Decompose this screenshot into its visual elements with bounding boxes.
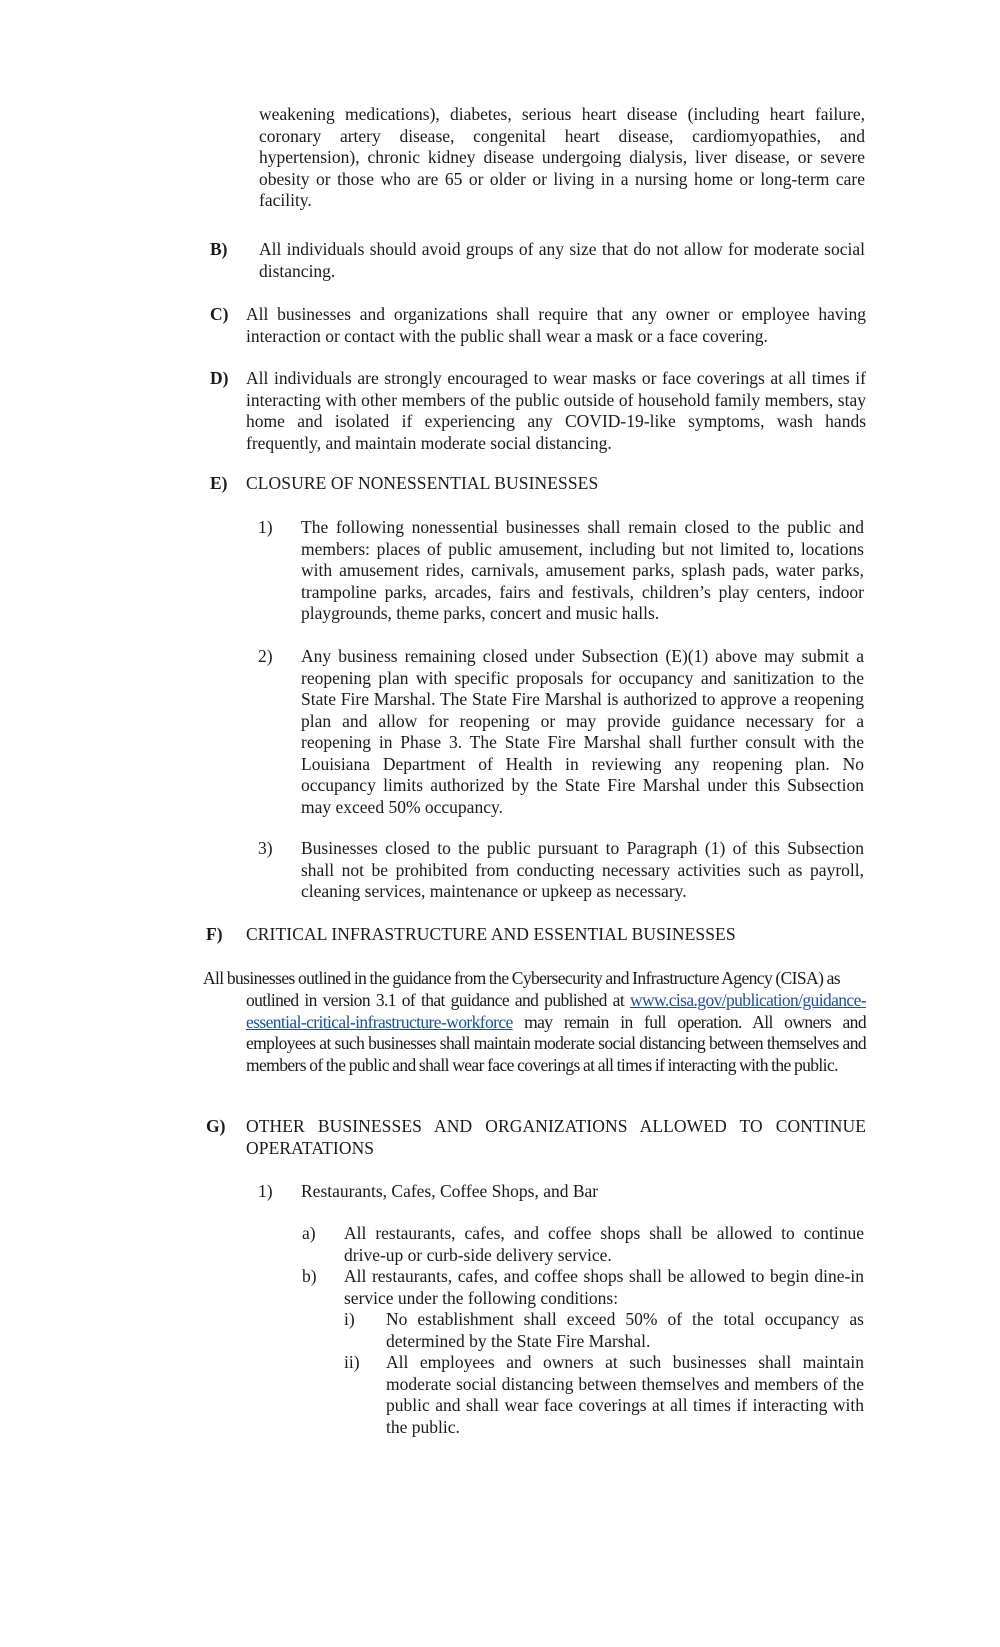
section-g-item-1-title: Restaurants, Cafes, Coffee Shops, and Bar [301,1181,599,1201]
section-d-text: All individuals are strongly encouraged to wear masks or face coverings at all times if interacting with other members of the public outside of household family members, stay home and isolated if experiencing any COVID-19-like symptoms, wash hands frequently, and maintain moderate social distancing. [246,368,866,453]
section-e-item-1-text: The following nonessential businesses shall remain closed to the public and members: places of public amusement, including but not limited to, locations with amusement rides, carnivals, amusement parks, splash pads, water parks, trampoline parks, arcades, fairs and festivals, children’s play centers, indoor playgrounds, theme parks, concert and music halls. [301,517,864,623]
section-b-text: All individuals should avoid groups of any size that do not allow for moderate social distancing. [259,239,865,281]
section-e-item-2-number: 2) [258,646,273,666]
section-b-label: B) [210,239,228,259]
section-d-label: D) [210,368,229,388]
section-f-label: F) [206,924,223,944]
section-c-text: All businesses and organizations shall require that any owner or employee having interaction or contact with the public shall wear a mask or a face covering. [246,304,866,346]
section-g-label: G) [206,1116,226,1136]
section-g-item-1b-text: All restaurants, cafes, and coffee shops shall be allowed to begin dine-in service under the following conditions: [344,1266,864,1308]
intro-paragraph: weakening medications), diabetes, serious heart disease (including heart failure, coronary artery disease, congenital heart disease, cardiomyopathies, and hypertension), chronic kidney disease undergoing dialysis, liver disease, or severe obesity or those who are 65 or older or living in a nursing home or long-term care facility. [259,104,865,210]
section-e-heading: CLOSURE OF NONESSENTIAL BUSINESSES [246,473,599,493]
section-f-paragraph-first-line: All businesses outlined in the guidance from the Cybersecurity and Infrastructure Agency (CISA) as [203,968,840,988]
section-f-paragraph [246,990,866,1076]
section-e-item-3-text: Businesses closed to the public pursuant to Paragraph (1) of this Subsection shall not be prohibited from conducting necessary activities such as payroll, cleaning services, maintenance or upkeep as necessary. [301,838,864,901]
section-g-item-1b-i-text: No establishment shall exceed 50% of the total occupancy as determined by the State Fire Marshal. [386,1309,864,1351]
section-e-item-3-number: 3) [258,838,273,858]
section-g-item-1a-text: All restaurants, cafes, and coffee shops shall be allowed to continue drive-up or curb-side delivery service. [344,1223,864,1265]
section-f-text-before-link: outlined in version 3.1 of that guidance and published at [246,990,630,1010]
section-g-item-1b-ii-numeral: ii) [344,1352,360,1372]
section-g-item-1b-i-numeral: i) [344,1309,355,1329]
section-g-item-1b-letter: b) [302,1266,317,1286]
section-g-heading: OTHER BUSINESSES AND ORGANIZATIONS ALLOWED TO CONTINUE OPERATATIONS [246,1116,866,1158]
section-c-label: C) [210,304,229,324]
cisa-guidance-link[interactable]: www.cisa.gov/publication/guidance-essential-critical-infrastructure-workforce [246,990,866,1032]
section-f-text-after-link: may remain in full operation. All owners and employees at such businesses shall maintain moderate social distancing between themselves and members of the public and shall wear face coverings at all times if interacting with the public. [246,1011,866,1075]
section-e-item-1-number: 1) [258,517,273,537]
section-e-item-2-text: Any business remaining closed under Subsection (E)(1) above may submit a reopening plan with specific proposals for occupancy and sanitization to the State Fire Marshal. The State Fire Marshal is authorized to approve a reopening plan and allow for reopening or may provide guidance necessary for a reopening in Phase 3. The State Fire Marshal shall further consult with the Louisiana Department of Health in reviewing any reopening plan. No occupancy limits authorized by the State Fire Marshal under this Subsection may exceed 50% occupancy. [301,646,864,817]
section-f-heading: CRITICAL INFRASTRUCTURE AND ESSENTIAL BUSINESSES [246,924,736,944]
section-e-label: E) [210,473,228,493]
section-g-item-1-number: 1) [258,1181,273,1201]
section-g-item-1b-ii-text: All employees and owners at such businesses shall maintain moderate social distancing between themselves and members of the public and shall wear face coverings at all times if interacting with the public. [386,1352,864,1437]
section-g-item-1a-letter: a) [302,1223,316,1243]
